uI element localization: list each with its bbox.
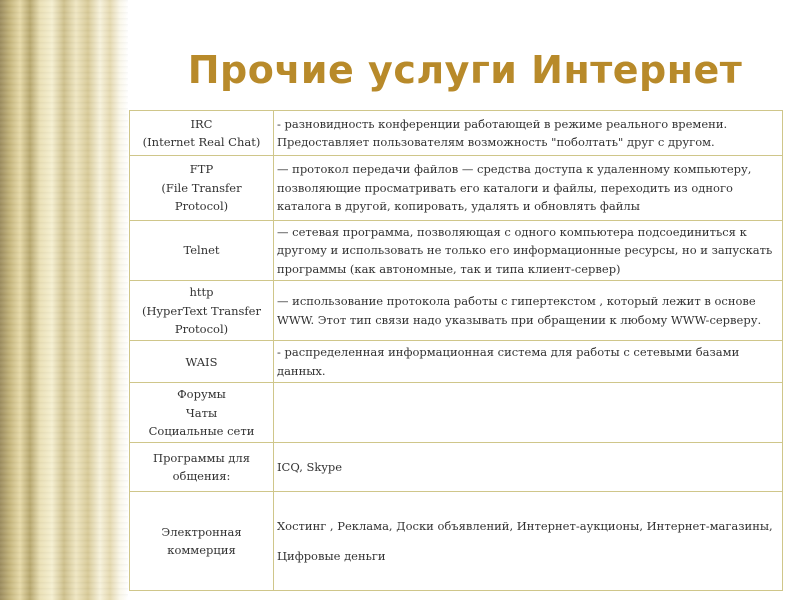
service-name: Telnet <box>183 243 220 258</box>
table-row-social <box>130 383 783 443</box>
service-name-cell <box>130 221 274 281</box>
service-name: Чаты <box>185 405 218 420</box>
service-description-cell <box>274 221 783 281</box>
service-description: - распределенная информационная система для работы с сетевыми базами данных. <box>277 345 740 378</box>
service-description: - разновидность конференции работающей в режиме реального времени. <box>277 116 728 131</box>
table-row-wais <box>130 341 783 383</box>
decorative-marble-band <box>0 0 128 600</box>
service-description-cell <box>274 443 783 492</box>
table-row-http <box>130 281 783 341</box>
service-description-cell <box>274 492 783 591</box>
table-row-ftp <box>130 156 783 221</box>
services-table <box>129 110 783 591</box>
service-fullname: (File Transfer Protocol) <box>161 180 242 214</box>
service-name: Социальные сети <box>148 423 255 438</box>
service-name-cell <box>130 341 274 383</box>
service-name-cell <box>130 443 274 492</box>
service-fullname: (Internet Real Chat) <box>142 135 261 149</box>
service-name: Программы для общения: <box>153 450 250 484</box>
table-row-telnet <box>130 221 783 281</box>
table-row-irc <box>130 111 783 156</box>
service-description: ICQ, Skype <box>277 460 343 475</box>
service-fullname: (HyperText Transfer Protocol) <box>142 303 261 336</box>
service-name: FTP <box>189 162 214 177</box>
service-name-cell <box>130 492 274 591</box>
service-name: WAIS <box>185 354 218 369</box>
service-description-cell <box>274 341 783 383</box>
service-name-cell <box>130 281 274 341</box>
service-name: Форумы <box>177 387 226 402</box>
service-name: http <box>189 285 214 300</box>
service-name-cell <box>130 111 274 156</box>
service-description-cell <box>274 111 783 156</box>
service-description: — протокол передачи файлов — средства доступа к удаленному компьютеру, позволяющие просматривать его каталоги и файлы, переходить из одного каталога в другой, копировать, удалять и обновлять файлы <box>277 162 752 214</box>
service-description-cell-empty <box>274 383 783 443</box>
table-row-ecommerce <box>130 492 783 591</box>
service-description: — сетевая программа, позволяющая с одного компьютера подсоединиться к другому и использовать не только его информационные ресурсы, но и запускать программы (как автономные, так и типа клиент-сервер) <box>277 225 773 276</box>
service-description: Хостинг , Реклама, Доски объявлений, Интернет-аукционы, Интернет-магазины, <box>277 518 773 533</box>
service-name: Электронная коммерция <box>161 524 242 558</box>
service-name-cell <box>130 383 274 443</box>
service-name-cell <box>130 156 274 221</box>
service-description: Предоставляет пользователям возможность "поболтать" друг с другом. <box>277 135 715 149</box>
slide-title: Прочие услуги Интернет <box>187 48 743 92</box>
service-description-cell <box>274 156 783 221</box>
table-row-messengers <box>130 443 783 492</box>
service-description: — использование протокола работы с гипертекстом , который лежит в основе WWW. Этот тип связи надо указывать при обращении к любому WWW-серверу. <box>277 294 762 327</box>
service-description: Цифровые деньги <box>277 549 386 564</box>
line-gap <box>277 535 779 547</box>
service-name: IRC <box>190 116 213 131</box>
service-description-cell <box>274 281 783 341</box>
